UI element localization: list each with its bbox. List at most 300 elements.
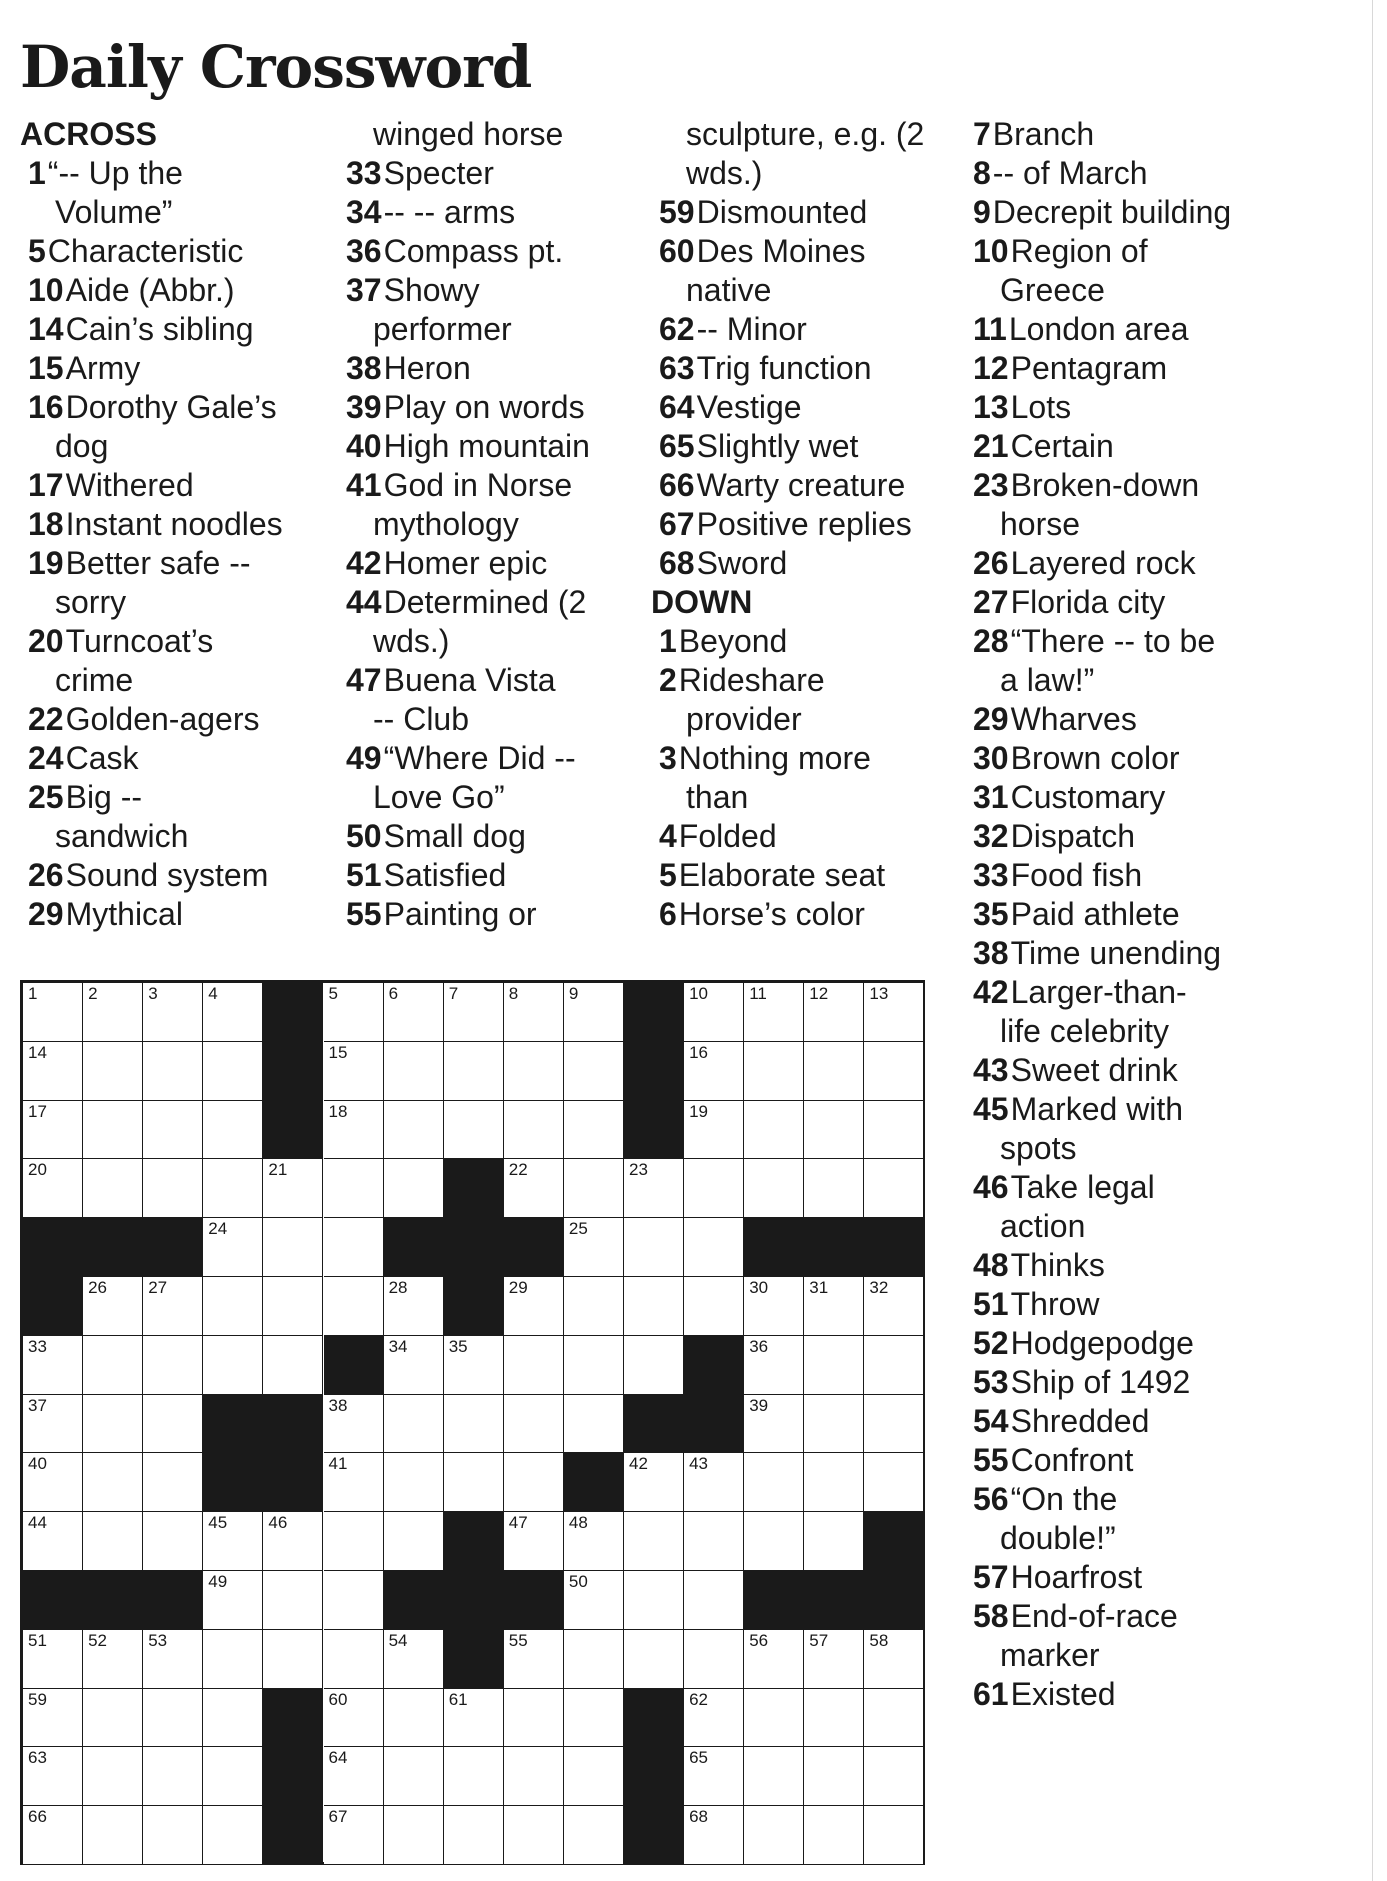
clue-text: Take legal xyxy=(1010,1169,1155,1205)
grid-cell[interactable] xyxy=(384,1453,444,1512)
clue xyxy=(965,700,1275,739)
grid-cell[interactable] xyxy=(624,1512,684,1571)
grid-block xyxy=(263,983,323,1042)
grid-cell[interactable] xyxy=(684,1159,744,1218)
clue-continuation: crime xyxy=(55,662,134,698)
grid-cell[interactable] xyxy=(83,1395,143,1454)
clue-text: Larger-than- xyxy=(1010,974,1187,1010)
grid-cell[interactable] xyxy=(324,1101,384,1160)
grid-cell[interactable] xyxy=(684,1630,744,1689)
grid-cell[interactable] xyxy=(143,1277,203,1336)
grid-cell[interactable] xyxy=(23,1512,83,1571)
grid-cell[interactable] xyxy=(23,1395,83,1454)
grid-cell[interactable] xyxy=(143,1159,203,1218)
grid-cell[interactable] xyxy=(384,1159,444,1218)
grid-cell[interactable] xyxy=(504,983,564,1042)
clue-continuation: sandwich xyxy=(55,818,189,854)
grid-cell[interactable] xyxy=(744,1101,804,1160)
clue-text: Sweet drink xyxy=(1010,1052,1178,1088)
grid-cell[interactable] xyxy=(444,983,504,1042)
clue-text: Certain xyxy=(1010,428,1114,464)
grid-cell[interactable] xyxy=(324,1453,384,1512)
grid-cell[interactable] xyxy=(564,1336,624,1395)
grid-cell[interactable] xyxy=(143,1689,203,1748)
grid-cell[interactable] xyxy=(564,1218,624,1277)
grid-cell[interactable] xyxy=(564,1159,624,1218)
clue-number: 13 xyxy=(973,389,1009,425)
grid-cell[interactable] xyxy=(83,1101,143,1160)
cell-number: 11 xyxy=(749,984,767,1003)
grid-cell[interactable] xyxy=(684,1453,744,1512)
clue-text: Dismounted xyxy=(696,194,868,230)
clue-text: Big -- xyxy=(65,779,143,815)
clue xyxy=(651,817,961,856)
grid-cell[interactable] xyxy=(83,1277,143,1336)
grid-cell[interactable] xyxy=(564,1571,624,1630)
grid-cell[interactable] xyxy=(804,1512,864,1571)
grid-cell[interactable] xyxy=(504,1630,564,1689)
grid-cell[interactable] xyxy=(143,983,203,1042)
grid-cell[interactable] xyxy=(23,1336,83,1395)
clue xyxy=(965,427,1275,466)
grid-cell[interactable] xyxy=(804,1453,864,1512)
grid-cell[interactable] xyxy=(624,1336,684,1395)
grid-cell[interactable] xyxy=(83,1806,143,1865)
grid-cell[interactable] xyxy=(564,1277,624,1336)
grid-cell[interactable] xyxy=(324,1277,384,1336)
grid-cell[interactable] xyxy=(564,1806,624,1865)
cell-number: 28 xyxy=(388,1278,408,1297)
clue-number: 67 xyxy=(659,506,695,542)
clue-number: 58 xyxy=(973,1598,1009,1634)
grid-cell[interactable] xyxy=(744,1806,804,1865)
grid-cell[interactable] xyxy=(384,1042,444,1101)
grid-cell[interactable] xyxy=(744,1277,804,1336)
grid-cell[interactable] xyxy=(444,1042,504,1101)
grid-cell[interactable] xyxy=(324,983,384,1042)
grid-cell[interactable] xyxy=(804,1747,864,1806)
grid-cell[interactable] xyxy=(324,1395,384,1454)
clue-text: Mythical xyxy=(65,896,183,932)
clue-text: Branch xyxy=(992,116,1095,152)
grid-cell[interactable] xyxy=(263,1218,323,1277)
grid-block xyxy=(324,1336,384,1395)
grid-cell[interactable] xyxy=(143,1630,203,1689)
grid-cell[interactable] xyxy=(83,1042,143,1101)
clue-number: 32 xyxy=(973,818,1009,854)
grid-cell[interactable] xyxy=(684,1101,744,1160)
grid-cell[interactable] xyxy=(804,1101,864,1160)
grid-cell[interactable] xyxy=(384,1336,444,1395)
grid-block xyxy=(444,1512,504,1571)
grid-cell[interactable] xyxy=(744,1453,804,1512)
clue-text: Brown color xyxy=(1010,740,1180,776)
clue-number: 55 xyxy=(346,896,382,932)
grid-cell[interactable] xyxy=(444,1336,504,1395)
grid-cell[interactable] xyxy=(23,1689,83,1748)
grid-cell[interactable] xyxy=(324,1747,384,1806)
cell-number: 10 xyxy=(689,984,709,1003)
grid-cell[interactable] xyxy=(744,1512,804,1571)
grid-cell[interactable] xyxy=(324,1806,384,1865)
grid-cell[interactable] xyxy=(444,1395,504,1454)
clue xyxy=(20,778,330,817)
grid-cell[interactable] xyxy=(444,1747,504,1806)
grid-cell[interactable] xyxy=(203,1571,263,1630)
clue-number: 19 xyxy=(28,545,64,581)
clue-continuation: winged horse xyxy=(373,116,564,152)
clue-number: 30 xyxy=(973,740,1009,776)
clue-continuation: than xyxy=(686,779,749,815)
clue-text: Sword xyxy=(696,545,788,581)
clue-text: Dispatch xyxy=(1010,818,1136,854)
clue-number: 17 xyxy=(28,467,64,503)
clue-number: 51 xyxy=(973,1286,1009,1322)
grid-cell[interactable] xyxy=(864,1395,924,1454)
cell-number: 44 xyxy=(28,1513,47,1533)
grid-cell[interactable] xyxy=(384,1689,444,1748)
grid-cell[interactable] xyxy=(624,1571,684,1630)
grid-cell[interactable] xyxy=(624,1453,684,1512)
clue-text: Buena Vista xyxy=(383,662,556,698)
clue-text: Heron xyxy=(383,350,471,386)
clue-number: 60 xyxy=(659,233,695,269)
grid-cell[interactable] xyxy=(684,983,744,1042)
clue xyxy=(651,856,961,895)
grid-cell[interactable] xyxy=(143,1747,203,1806)
grid-cell[interactable] xyxy=(384,1277,444,1336)
clue xyxy=(651,232,961,271)
grid-cell[interactable] xyxy=(23,1042,83,1101)
clue xyxy=(651,622,961,661)
clue-number: 9 xyxy=(973,194,991,230)
grid-cell[interactable] xyxy=(864,1042,924,1101)
clue-number: 29 xyxy=(28,896,64,932)
grid-cell[interactable] xyxy=(203,1630,263,1689)
clue-number: 28 xyxy=(973,623,1009,659)
clue xyxy=(965,310,1275,349)
grid-cell[interactable] xyxy=(203,1101,263,1160)
grid-cell[interactable] xyxy=(23,983,83,1042)
grid-cell[interactable] xyxy=(23,1101,83,1160)
clue-number: 36 xyxy=(346,233,382,269)
cell-number: 15 xyxy=(328,1042,348,1062)
clue xyxy=(651,388,961,427)
clue-text: Determined (2 xyxy=(383,584,587,620)
grid-cell[interactable] xyxy=(384,1101,444,1160)
clue-text: Marked with xyxy=(1010,1091,1184,1127)
clue-text: Sound system xyxy=(65,857,269,893)
grid-cell[interactable] xyxy=(684,1277,744,1336)
grid-block xyxy=(744,1218,804,1277)
grid-cell[interactable] xyxy=(23,1159,83,1218)
clue-text: Hoarfrost xyxy=(1010,1559,1143,1595)
grid-block xyxy=(804,1571,864,1630)
cell-number: 17 xyxy=(28,1101,47,1121)
grid-cell[interactable] xyxy=(203,1042,263,1101)
grid-cell[interactable] xyxy=(384,983,444,1042)
cell-number: 12 xyxy=(809,984,829,1003)
grid-cell[interactable] xyxy=(263,1277,323,1336)
grid-cell[interactable] xyxy=(203,1747,263,1806)
grid-cell[interactable] xyxy=(504,1806,564,1865)
page-edge xyxy=(1372,0,1387,1881)
grid-cell[interactable] xyxy=(804,1042,864,1101)
grid-cell[interactable] xyxy=(444,1689,504,1748)
grid-cell[interactable] xyxy=(83,1747,143,1806)
grid-cell[interactable] xyxy=(504,1159,564,1218)
clue-column-4 xyxy=(965,115,1275,1714)
clue-text: Slightly wet xyxy=(696,428,859,464)
clue-number: 54 xyxy=(973,1403,1009,1439)
grid-cell[interactable] xyxy=(384,1747,444,1806)
grid-cell[interactable] xyxy=(684,1571,744,1630)
grid-cell[interactable] xyxy=(203,983,263,1042)
grid-cell[interactable] xyxy=(83,1336,143,1395)
cell-number: 35 xyxy=(448,1336,468,1356)
clue-text: Time unending xyxy=(1010,935,1222,971)
grid-cell[interactable] xyxy=(744,1630,804,1689)
clue-number: 53 xyxy=(973,1364,1009,1400)
clue xyxy=(651,310,961,349)
grid-cell[interactable] xyxy=(564,1630,624,1689)
clue xyxy=(651,193,961,232)
grid-cell[interactable] xyxy=(203,1512,263,1571)
clue-continuation: native xyxy=(686,272,772,308)
grid-cell[interactable] xyxy=(324,1159,384,1218)
clue-number: 44 xyxy=(346,584,382,620)
grid-cell[interactable] xyxy=(504,1277,564,1336)
grid-cell[interactable] xyxy=(143,1101,203,1160)
grid-block xyxy=(444,1571,504,1630)
grid-cell[interactable] xyxy=(684,1806,744,1865)
clue-text: “-- Up the xyxy=(47,155,183,191)
grid-cell[interactable] xyxy=(864,1453,924,1512)
grid-cell[interactable] xyxy=(684,1689,744,1748)
grid-cell[interactable] xyxy=(384,1395,444,1454)
clue-text: Painting or xyxy=(383,896,537,932)
grid-cell[interactable] xyxy=(564,983,624,1042)
grid-cell[interactable] xyxy=(684,1512,744,1571)
clue-text: Cask xyxy=(65,740,139,776)
grid-block xyxy=(804,1218,864,1277)
clue xyxy=(20,388,330,427)
clue-text: Cain’s sibling xyxy=(65,311,254,347)
grid-cell[interactable] xyxy=(804,1277,864,1336)
grid-cell[interactable] xyxy=(143,1042,203,1101)
grid-cell[interactable] xyxy=(384,1512,444,1571)
grid-cell[interactable] xyxy=(804,1630,864,1689)
cell-number: 32 xyxy=(869,1278,889,1297)
cell-number: 66 xyxy=(28,1807,47,1827)
grid-cell[interactable] xyxy=(804,1395,864,1454)
clue xyxy=(20,466,330,505)
grid-cell[interactable] xyxy=(324,1512,384,1571)
clue-number: 35 xyxy=(973,896,1009,932)
cell-number: 53 xyxy=(148,1630,168,1650)
grid-block xyxy=(384,1218,444,1277)
cell-number: 23 xyxy=(629,1160,648,1180)
clue xyxy=(965,349,1275,388)
clue-text: Wharves xyxy=(1010,701,1137,737)
grid-cell[interactable] xyxy=(564,1512,624,1571)
clue-text: Lots xyxy=(1010,389,1072,425)
grid-cell[interactable] xyxy=(504,1747,564,1806)
grid-cell[interactable] xyxy=(263,1512,323,1571)
grid-cell[interactable] xyxy=(23,1630,83,1689)
grid-cell[interactable] xyxy=(864,1336,924,1395)
grid-cell[interactable] xyxy=(384,1630,444,1689)
grid-cell[interactable] xyxy=(864,1277,924,1336)
cell-number: 43 xyxy=(689,1454,709,1474)
grid-block xyxy=(444,1277,504,1336)
grid-cell[interactable] xyxy=(744,1395,804,1454)
clue-number: 46 xyxy=(973,1169,1009,1205)
cell-number: 19 xyxy=(689,1101,709,1121)
grid-cell[interactable] xyxy=(504,1512,564,1571)
grid-cell[interactable] xyxy=(684,1218,744,1277)
clue-text: Throw xyxy=(1010,1286,1100,1322)
grid-cell[interactable] xyxy=(143,1453,203,1512)
grid-cell[interactable] xyxy=(744,1747,804,1806)
grid-cell[interactable] xyxy=(143,1806,203,1865)
grid-cell[interactable] xyxy=(684,1042,744,1101)
grid-cell[interactable] xyxy=(864,1101,924,1160)
grid-cell[interactable] xyxy=(83,1630,143,1689)
grid-cell[interactable] xyxy=(744,1159,804,1218)
clue xyxy=(20,622,330,661)
grid-block xyxy=(143,1571,203,1630)
grid-cell[interactable] xyxy=(203,1336,263,1395)
grid-block xyxy=(263,1689,323,1748)
grid-cell[interactable] xyxy=(263,1571,323,1630)
grid-cell[interactable] xyxy=(864,1806,924,1865)
grid-cell[interactable] xyxy=(444,1101,504,1160)
grid-cell[interactable] xyxy=(83,1512,143,1571)
clue-text: Small dog xyxy=(383,818,526,854)
grid-cell[interactable] xyxy=(23,1453,83,1512)
clue-text: -- Minor xyxy=(696,311,807,347)
clue-number: 52 xyxy=(973,1325,1009,1361)
grid-cell[interactable] xyxy=(324,1689,384,1748)
grid-cell[interactable] xyxy=(203,1806,263,1865)
grid-cell[interactable] xyxy=(143,1336,203,1395)
grid-cell[interactable] xyxy=(203,1218,263,1277)
clue xyxy=(20,505,330,544)
grid-cell[interactable] xyxy=(384,1806,444,1865)
grid-cell[interactable] xyxy=(83,1689,143,1748)
grid-cell[interactable] xyxy=(564,1042,624,1101)
grid-cell[interactable] xyxy=(564,1689,624,1748)
grid-cell[interactable] xyxy=(504,1453,564,1512)
grid-cell[interactable] xyxy=(504,1689,564,1748)
clue-continuation: dog xyxy=(55,428,109,464)
grid-cell[interactable] xyxy=(444,1453,504,1512)
grid-cell[interactable] xyxy=(203,1159,263,1218)
grid-cell[interactable] xyxy=(143,1395,203,1454)
clue xyxy=(338,544,648,583)
cell-number: 48 xyxy=(568,1513,588,1533)
grid-cell[interactable] xyxy=(624,1218,684,1277)
grid-cell[interactable] xyxy=(744,1336,804,1395)
clue-number: 8 xyxy=(973,155,991,191)
grid-cell[interactable] xyxy=(864,1630,924,1689)
grid-cell[interactable] xyxy=(864,983,924,1042)
cell-number: 57 xyxy=(809,1630,829,1650)
grid-cell[interactable] xyxy=(744,1689,804,1748)
clue xyxy=(338,388,648,427)
clue-continuation: Love Go” xyxy=(373,779,505,815)
cell-number: 64 xyxy=(328,1748,348,1768)
grid-cell[interactable] xyxy=(203,1689,263,1748)
grid-cell[interactable] xyxy=(684,1747,744,1806)
clue xyxy=(20,310,330,349)
grid-cell[interactable] xyxy=(804,1689,864,1748)
clue-number: 16 xyxy=(28,389,64,425)
grid-cell[interactable] xyxy=(504,1042,564,1101)
cell-number: 56 xyxy=(749,1630,769,1650)
grid-cell[interactable] xyxy=(263,1159,323,1218)
grid-cell[interactable] xyxy=(324,1630,384,1689)
grid-cell[interactable] xyxy=(864,1689,924,1748)
clue-continuation: double!” xyxy=(1000,1520,1116,1556)
cell-number: 49 xyxy=(208,1572,228,1591)
grid-cell[interactable] xyxy=(324,1571,384,1630)
grid-cell[interactable] xyxy=(83,1159,143,1218)
clue xyxy=(20,544,330,583)
grid-cell[interactable] xyxy=(864,1747,924,1806)
clue-continuation: sculpture, e.g. (2 xyxy=(686,116,925,152)
cell-number: 42 xyxy=(629,1454,648,1474)
grid-cell[interactable] xyxy=(744,983,804,1042)
grid-cell[interactable] xyxy=(804,983,864,1042)
grid-cell[interactable] xyxy=(23,1806,83,1865)
grid-cell[interactable] xyxy=(263,1630,323,1689)
grid-cell[interactable] xyxy=(564,1747,624,1806)
grid-cell[interactable] xyxy=(744,1042,804,1101)
grid-cell[interactable] xyxy=(83,1453,143,1512)
grid-cell[interactable] xyxy=(504,1336,564,1395)
clue-number: 3 xyxy=(659,740,677,776)
grid-cell[interactable] xyxy=(624,1277,684,1336)
grid-cell[interactable] xyxy=(804,1336,864,1395)
grid-cell[interactable] xyxy=(324,1042,384,1101)
clue xyxy=(965,544,1275,583)
clue-number: 43 xyxy=(973,1052,1009,1088)
grid-cell[interactable] xyxy=(263,1336,323,1395)
grid-cell[interactable] xyxy=(504,1101,564,1160)
grid-cell[interactable] xyxy=(624,1159,684,1218)
clue xyxy=(965,1558,1275,1597)
grid-cell[interactable] xyxy=(804,1159,864,1218)
grid-cell[interactable] xyxy=(504,1395,564,1454)
grid-cell[interactable] xyxy=(143,1512,203,1571)
grid-cell[interactable] xyxy=(203,1277,263,1336)
grid-cell[interactable] xyxy=(624,1630,684,1689)
clue xyxy=(965,1402,1275,1441)
grid-cell[interactable] xyxy=(564,1395,624,1454)
grid-cell[interactable] xyxy=(864,1159,924,1218)
grid-block xyxy=(624,983,684,1042)
grid-cell[interactable] xyxy=(23,1747,83,1806)
grid-cell[interactable] xyxy=(804,1806,864,1865)
clue-number: 5 xyxy=(28,233,46,269)
grid-cell[interactable] xyxy=(564,1101,624,1160)
grid-cell[interactable] xyxy=(83,983,143,1042)
cell-number: 36 xyxy=(749,1336,769,1356)
grid-cell[interactable] xyxy=(324,1218,384,1277)
grid-cell[interactable] xyxy=(444,1806,504,1865)
